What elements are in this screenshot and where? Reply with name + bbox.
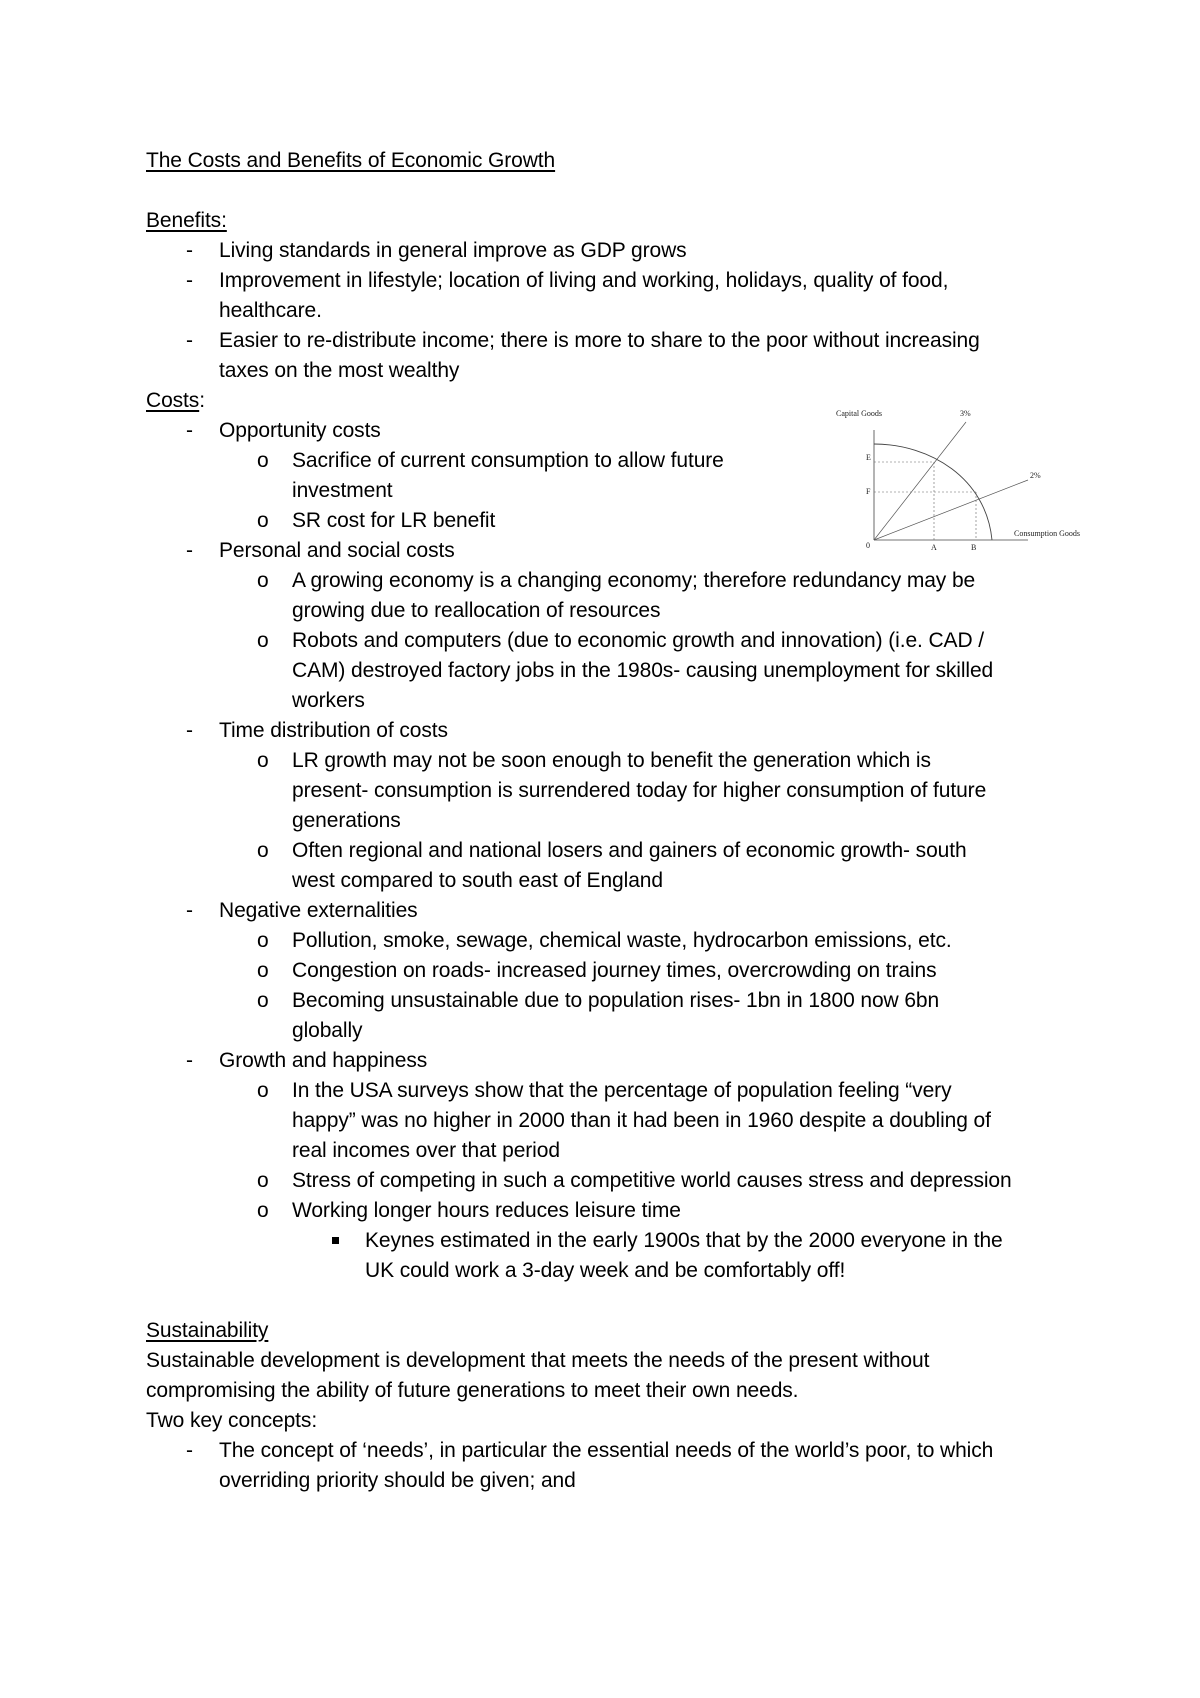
circle-marker: o — [257, 569, 269, 592]
cost-subitem: Stress of competing in such a competitive world causes stress and depression — [292, 1169, 1012, 1192]
circle-marker: o — [257, 989, 269, 1012]
cost-subitem: Congestion on roads- increased journey times, overcrowding on trains — [292, 959, 937, 982]
dash-marker: - — [186, 539, 193, 562]
circle-marker: o — [257, 959, 269, 982]
circle-marker: o — [257, 839, 269, 862]
y-axis-label: Capital Goods — [836, 409, 882, 418]
cost-subitem-continued: present- consumption is surrendered today for higher consumption of future — [292, 779, 987, 802]
benefit-item: Living standards in general improve as GDP grows — [219, 239, 687, 262]
line-2-label: 2% — [1030, 471, 1041, 480]
circle-marker: o — [257, 629, 269, 652]
circle-marker: o — [257, 1079, 269, 1102]
cost-subitem-continued: generations — [292, 809, 401, 832]
circle-marker: o — [257, 929, 269, 952]
cost-item-opportunity: Opportunity costs — [219, 419, 381, 442]
circle-marker: o — [257, 749, 269, 772]
cost-subsubitem-continued: UK could work a 3-day week and be comfortably off! — [365, 1259, 846, 1282]
cost-subitem-continued: west compared to south east of England — [292, 869, 663, 892]
point-f-label: F — [866, 487, 871, 496]
costs-heading-text: Costs — [146, 389, 200, 412]
cost-subitem: SR cost for LR benefit — [292, 509, 496, 532]
cost-subitem: In the USA surveys show that the percentage of population feeling “very — [292, 1079, 952, 1102]
point-a-label: A — [931, 543, 937, 552]
dash-marker: - — [186, 1049, 193, 1072]
ppf-diagram — [830, 408, 1110, 556]
point-e-label: E — [866, 453, 871, 462]
sustainability-text: compromising the ability of future generations to meet their own needs. — [146, 1379, 799, 1402]
x-axis-label: Consumption Goods — [1014, 529, 1081, 538]
dash-marker: - — [186, 329, 193, 352]
line-3-label: 3% — [960, 409, 971, 418]
cost-subitem-continued: globally — [292, 1019, 363, 1042]
benefit-item-continued: healthcare. — [219, 299, 322, 322]
circle-marker: o — [257, 1169, 269, 1192]
circle-marker: o — [257, 509, 269, 532]
dash-marker: - — [186, 1439, 193, 1462]
cost-item-externalities: Negative externalities — [219, 899, 418, 922]
cost-subitem: Becoming unsustainable due to population rises- 1bn in 1800 now 6bn — [292, 989, 940, 1012]
dash-marker: - — [186, 239, 193, 262]
cost-item-time: Time distribution of costs — [219, 719, 448, 742]
benefit-item-continued: taxes on the most wealthy — [219, 359, 460, 382]
dash-marker: - — [186, 419, 193, 442]
dash-marker: - — [186, 719, 193, 742]
cost-subitem-continued: real incomes over that period — [292, 1139, 560, 1162]
dash-marker: - — [186, 269, 193, 292]
circle-marker: o — [257, 449, 269, 472]
benefits-heading: Benefits: — [146, 209, 227, 232]
dash-marker: - — [186, 899, 193, 922]
circle-marker: o — [257, 1199, 269, 1222]
sustainability-text: Sustainable development is development that meets the needs of the present without — [146, 1349, 930, 1372]
cost-subitem: Working longer hours reduces leisure time — [292, 1199, 681, 1222]
cost-subitem-continued: CAM) destroyed factory jobs in the 1980s- causing unemployment for skilled — [292, 659, 994, 682]
benefit-item: Improvement in lifestyle; location of living and working, holidays, quality of food, — [219, 269, 949, 292]
cost-subsubitem: Keynes estimated in the early 1900s that by the 2000 everyone in the — [365, 1229, 1003, 1252]
cost-subitem: LR growth may not be soon enough to benefit the generation which is — [292, 749, 931, 772]
sustainability-item: The concept of ‘needs’, in particular the essential needs of the world’s poor, to which — [219, 1439, 994, 1462]
cost-subitem: Pollution, smoke, sewage, chemical waste, hydrocarbon emissions, etc. — [292, 929, 952, 952]
cost-subitem-continued: workers — [292, 689, 365, 712]
cost-subitem-continued: growing due to reallocation of resources — [292, 599, 661, 622]
cost-subitem: Robots and computers (due to economic growth and innovation) (i.e. CAD / — [292, 629, 984, 652]
square-bullet-icon — [332, 1237, 339, 1244]
document-title: The Costs and Benefits of Economic Growth — [146, 149, 556, 172]
cost-subitem: A growing economy is a changing economy; therefore redundancy may be — [292, 569, 976, 592]
cost-subitem: Sacrifice of current consumption to allow future — [292, 449, 724, 472]
benefit-item: Easier to re-distribute income; there is more to share to the poor without increasing — [219, 329, 980, 352]
cost-subitem-continued: happy” was no higher in 2000 than it had been in 1960 despite a doubling of — [292, 1109, 991, 1132]
cost-subitem-continued: investment — [292, 479, 393, 502]
point-b-label: B — [971, 543, 977, 552]
origin-label: 0 — [866, 541, 870, 550]
sustainability-text: Two key concepts: — [146, 1409, 318, 1432]
sustainability-item-continued: overriding priority should be given; and — [219, 1469, 576, 1492]
cost-item-personal: Personal and social costs — [219, 539, 455, 562]
sustainability-heading: Sustainability — [146, 1319, 269, 1342]
costs-heading — [146, 386, 205, 416]
cost-subitem: Often regional and national losers and gainers of economic growth- south — [292, 839, 967, 862]
cost-item-happiness: Growth and happiness — [219, 1049, 428, 1072]
costs-heading-colon: : — [199, 389, 205, 412]
